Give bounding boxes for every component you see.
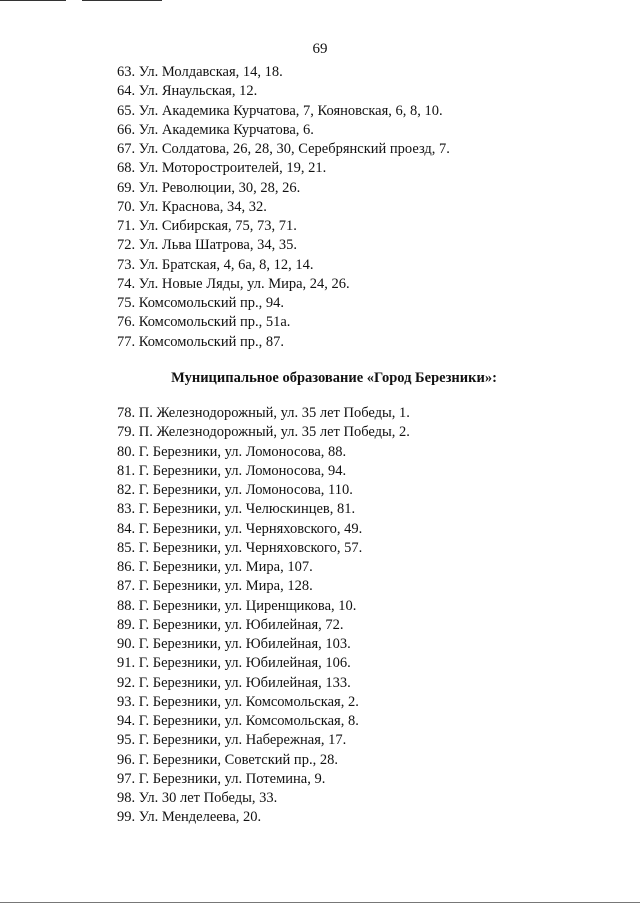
scan-bottom-edge	[0, 902, 640, 903]
list-item: 87. Г. Березники, ул. Мира, 128.	[117, 578, 313, 595]
list-item: 81. Г. Березники, ул. Ломоносова, 94.	[117, 462, 347, 479]
list-item: 70. Ул. Краснова, 34, 32.	[117, 198, 267, 215]
list-item: 95. Г. Березники, ул. Набережная, 17.	[117, 732, 347, 749]
list-item: 68. Ул. Моторостроителей, 19, 21.	[117, 160, 327, 177]
list-item: 67. Ул. Солдатова, 26, 28, 30, Серебрянский проезд, 7.	[117, 141, 450, 157]
list-item: 66. Ул. Академика Курчатова, 6.	[117, 121, 314, 138]
list-item: 72. Ул. Льва Шатрова, 34, 35.	[117, 237, 297, 254]
list-item: 94. Г. Березники, ул. Комсомольская, 8.	[117, 713, 359, 729]
list-item: 97. Г. Березники, ул. Потемина, 9.	[117, 770, 326, 787]
list-item: 99. Ул. Менделеева, 20.	[117, 809, 262, 826]
list-item: 96. Г. Березники, Советский пр., 28.	[117, 751, 338, 768]
address-list	[117, 63, 450, 352]
list-item: 90. Г. Березники, ул. Юбилейная, 103.	[117, 636, 351, 652]
list-item: 93. Г. Березники, ул. Комсомольская, 2.	[117, 693, 359, 710]
list-item: 75. Комсомольский пр., 94.	[117, 295, 284, 311]
list-item: 78. П. Железнодорожный, ул. 35 лет Победы, 1.	[117, 405, 410, 421]
list-item: 91. Г. Березники, ул. Юбилейная, 106.	[117, 655, 351, 672]
list-item: 82. Г. Березники, ул. Ломоносова, 110.	[117, 482, 353, 498]
list-item: 85. Г. Березники, ул. Черняховского, 57.	[117, 539, 363, 556]
list-item: 76. Комсомольский пр., 51а.	[117, 314, 291, 331]
page-number: 69	[312, 41, 328, 57]
list-item: 63. Ул. Молдавская, 14, 18.	[117, 64, 283, 80]
scan-edge-mark	[82, 0, 162, 1]
list-item: 92. Г. Березники, ул. Юбилейная, 133.	[117, 674, 351, 691]
list-item: 65. Ул. Академика Курчатова, 7, Кояновская, 6, 8, 10.	[117, 102, 443, 119]
list-item: 73. Ул. Братская, 4, 6а, 8, 12, 14.	[117, 256, 314, 273]
list-item: 84. Г. Березники, ул. Черняховского, 49.	[117, 520, 363, 537]
list-item: 71. Ул. Сибирская, 75, 73, 71.	[117, 218, 297, 234]
list-item: 77. Комсомольский пр., 87.	[117, 333, 284, 350]
list-item: 89. Г. Березники, ул. Юбилейная, 72.	[117, 616, 344, 633]
list-item: 98. Ул. 30 лет Победы, 33.	[117, 790, 278, 806]
list-item: 86. Г. Березники, ул. Мира, 107.	[117, 559, 313, 575]
list-item: 80. Г. Березники, ул. Ломоносова, 88.	[117, 443, 347, 460]
scan-edge-mark	[0, 0, 66, 1]
list-item: 88. Г. Березники, ул. Циренщикова, 10.	[117, 597, 357, 614]
list-item: 64. Ул. Янаульская, 12.	[117, 83, 258, 100]
list-item: 74. Ул. Новые Ляды, ул. Мира, 24, 26.	[117, 275, 350, 292]
address-list-berezniki	[117, 404, 410, 828]
list-item: 83. Г. Березники, ул. Челюскинцев, 81.	[117, 501, 356, 518]
section-heading: Муниципальное образование «Город Березники»:	[171, 370, 497, 386]
list-item: 69. Ул. Революции, 30, 28, 26.	[117, 179, 301, 196]
list-item: 79. П. Железнодорожный, ул. 35 лет Победы, 2.	[117, 424, 410, 441]
